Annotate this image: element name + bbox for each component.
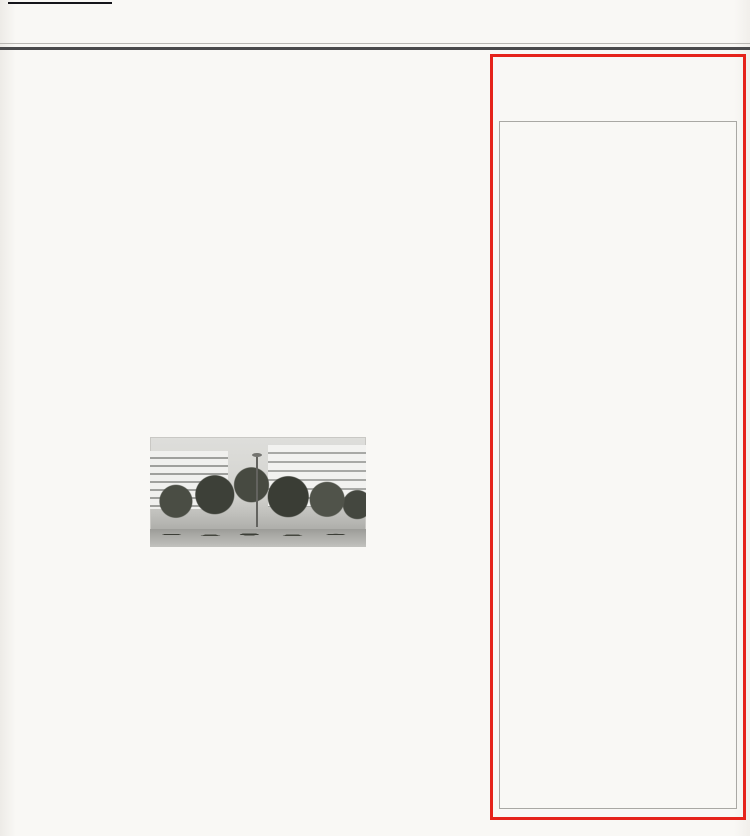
page-top-rule (8, 2, 112, 4)
campus-photo (150, 437, 366, 547)
highlight-annotation-box (490, 54, 746, 820)
right-article-frame (499, 121, 737, 809)
photo-planters (150, 529, 366, 547)
photo-lamppost (256, 457, 258, 527)
photo-trees (150, 465, 366, 531)
header-rule (0, 43, 750, 50)
